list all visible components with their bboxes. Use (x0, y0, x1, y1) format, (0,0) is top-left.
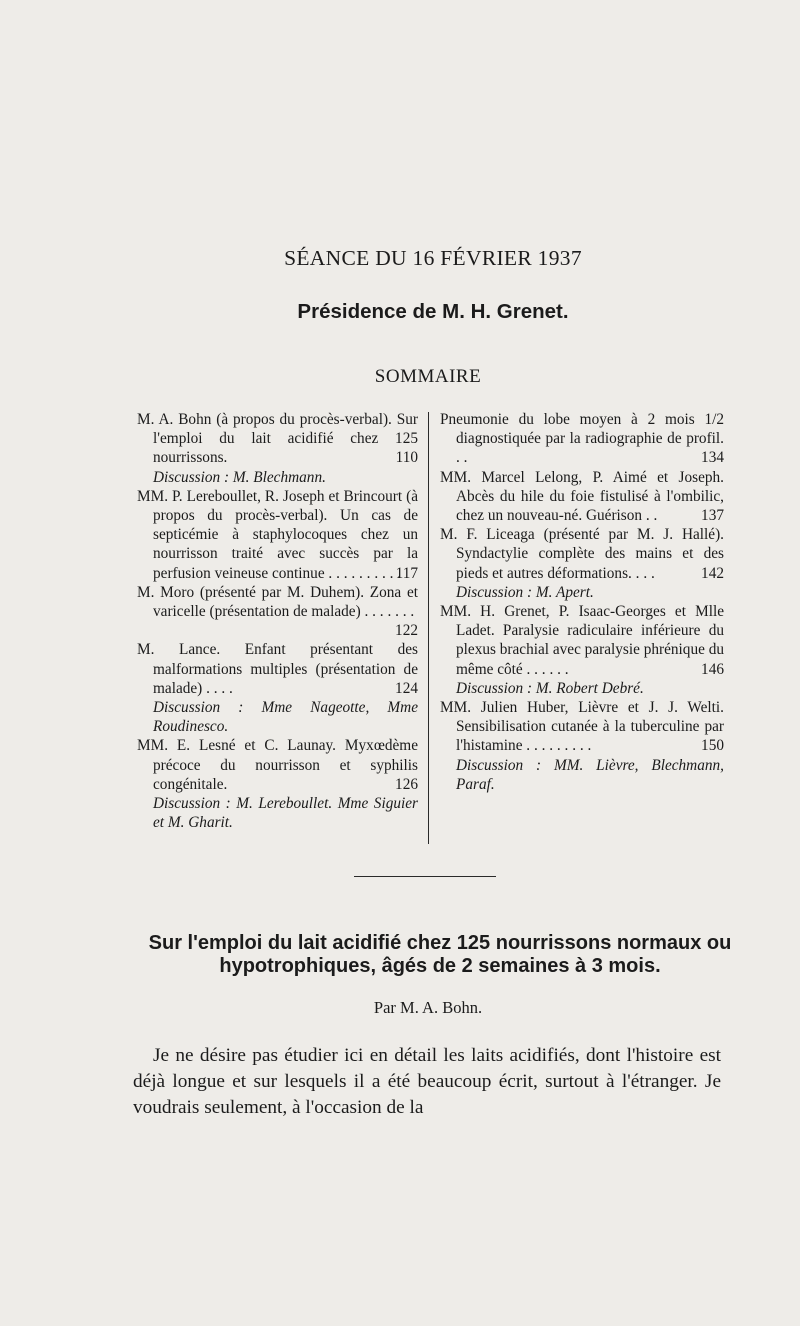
summary-entry-text: M. F. Liceaga (présenté par M. J. Hallé). Syndactylie complète des mains et des pieds et autres déformations. . . . (440, 526, 724, 582)
article-title: Sur l'emploi du lait acidifié chez 125 nourrissons normaux ou hypotrophiques, âgés de 2 semaines à 3 mois. (148, 932, 732, 977)
sommaire-heading: SOMMAIRE (374, 366, 482, 387)
summary-entry-page: 110 (395, 449, 418, 467)
summary-entry-text: M. A. Bohn (à propos du procès-verbal). Sur l'emploi du lait acidifié chez 125 nourrissons. (137, 411, 418, 467)
summary-entry-discussion: Discussion : M. Apert. (456, 583, 594, 601)
session-title: SÉANCE DU 16 FÉVRIER 1937 (284, 246, 582, 270)
column-divider (428, 412, 429, 844)
summary-entry-text: MM. Julien Huber, Lièvre et J. J. Welti. Sensibilisation cutanée à la tuberculine par l'histamine . . . . . . . . . (440, 699, 724, 755)
summary-entry-text: M. Lance. Enfant présentant des malformations multiples (présentation de malade) . . . . (137, 641, 418, 697)
summary-entry (440, 698, 724, 794)
section-separator (354, 876, 496, 877)
summary-entry (440, 410, 724, 468)
summary-entry-discussion: Discussion : M. Lereboullet. Mme Siguier et M. Gharit. (153, 795, 418, 832)
summary-entry-text: MM. Marcel Lelong, P. Aimé et Joseph. Abcès du hile du foie fistulisé à l'ombilic, chez un nouveau-né. Guérison . . (440, 468, 724, 525)
summary-right-column (440, 410, 724, 794)
summary-entry-text: MM. H. Grenet, P. Isaac-Georges et Mlle Ladet. Paralysie radiculaire inférieure du plexus brachial avec paralysie phrénique du même côté . . . . . . (440, 603, 725, 678)
summary-entry-page: 117 (395, 564, 418, 582)
summary-entry-page: 137 (701, 507, 724, 525)
summary-entry-text: MM. E. Lesné et C. Launay. Myxœdème précoce du nourrisson et syphilis congénitale. (137, 737, 418, 793)
summary-entry (137, 640, 418, 736)
summary-entry-discussion: Discussion : M. Blechmann. (153, 468, 326, 486)
summary-entry-discussion: Discussion : Mme Nageotte, Mme Roudinesco. (153, 699, 418, 736)
summary-entry (137, 583, 418, 641)
summary-entry (137, 736, 418, 832)
summary-entry (440, 468, 724, 526)
presidence-line: Présidence de M. H. Grenet. (297, 300, 569, 323)
summary-entry (440, 525, 724, 602)
article-paragraph: Je ne désire pas étudier ici en détail les laits acidifiés, dont l'histoire est déjà longue et sur lesquels il a été beaucoup écrit, surtout à l'étranger. Je voudrais seulement, à l'occasion de la (133, 1045, 721, 1118)
summary-entry-page: 150 (701, 737, 724, 755)
summary-entry-text: MM. P. Lereboullet, R. Joseph et Brincourt (à propos du procès-verbal). Un cas de septicémie à staphylocoques chez un nourrisson traité avec succès par la perfusion veineuse continue . . . . . . . . . . (137, 487, 418, 582)
summary-entry (440, 602, 724, 698)
summary-entry-page: 124 (395, 679, 418, 697)
summary-entry-page: 126 (395, 775, 418, 793)
summary-entry-text: M. Moro (présenté par M. Duhem). Zona et varicelle (présentation de malade) . . . . . . . (137, 583, 418, 621)
summary-entry-page: 134 (701, 449, 724, 467)
summary-entry-discussion: Discussion : M. Robert Debré. (456, 679, 644, 697)
summary-left-column (137, 410, 418, 832)
summary-entry-page: 122 (395, 622, 418, 640)
article-author: Par M. A. Bohn. (373, 998, 483, 1017)
summary-entry-page: 142 (701, 564, 724, 582)
summary-entry-page: 146 (701, 660, 724, 678)
summary-entry (137, 487, 418, 583)
summary-entry (137, 410, 418, 487)
summary-entry-discussion: Discussion : MM. Lièvre, Blechmann, Paraf. (456, 756, 724, 793)
summary-entry-text: Pneumonie du lobe moyen à 2 mois 1/2 diagnostiquée par la radiographie de profil. . . (440, 411, 724, 467)
